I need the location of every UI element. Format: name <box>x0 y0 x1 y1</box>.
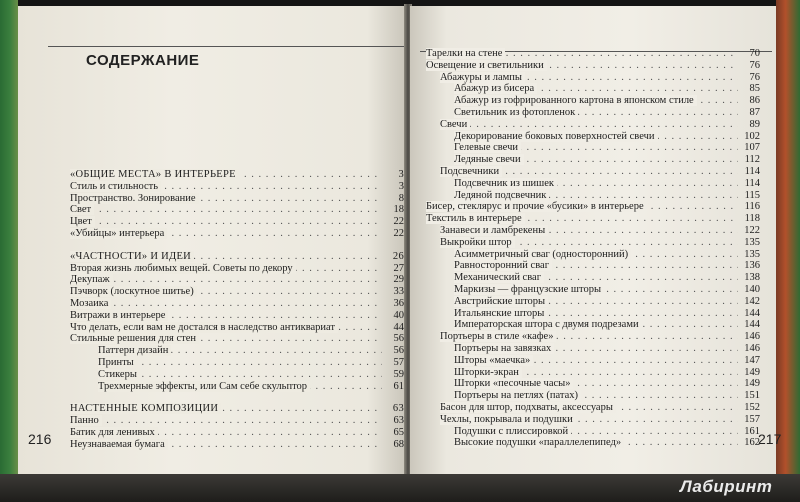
toc-entry: . . . Портьеры на завязках 146 <box>454 343 760 355</box>
header-rule <box>48 46 406 47</box>
toc-entry: . . . Шторки «песочные часы» 149 <box>454 378 760 390</box>
toc-entry: . . . Ледяной подсвечник 115 <box>454 190 760 202</box>
page-number-left: 216 <box>28 431 52 447</box>
toc-entry: . . . Портьеры в стиле «кафе» 146 <box>440 331 760 343</box>
toc-entry: . . . Мозаика 36 <box>70 298 404 310</box>
toc-entry: . . . Неузнаваемая бумага 68 <box>70 439 404 451</box>
toc-entry: . . . Декорирование боковых поверхностей свечи 102 <box>454 131 760 143</box>
toc-entry: . . . Бисер, стеклярус и прочие «бусики» в интерьере 116 <box>426 201 760 213</box>
toc-entry: . . . Вторая жизнь любимых вещей. Советы по декору 27 <box>70 263 404 275</box>
page-number-right: 217 <box>758 431 782 447</box>
toc-entry: . . . Маркизы — французские шторы 140 <box>454 284 760 296</box>
left-page <box>18 6 406 474</box>
toc-entry: . . . НАСТЕННЫЕ КОМПОЗИЦИИ 63 <box>70 403 404 415</box>
toc-entry: . . . Цвет 22 <box>70 216 404 228</box>
toc-entry: . . . Басон для штор, подхваты, аксессуары 152 <box>440 402 760 414</box>
toc-list-left <box>70 169 404 451</box>
toc-entry: . . . Портьеры на петлях (патах) 151 <box>454 390 760 402</box>
toc-entry: . . . Гелевые свечи 107 <box>454 142 760 154</box>
toc-entry: . . . Панно 63 <box>70 415 404 427</box>
toc-entry: . . . Абажур из бисера 85 <box>454 83 760 95</box>
toc-entry: . . . Выкройки штор 135 <box>440 237 760 249</box>
toc-entry: . . . «ЧАСТНОСТИ» И ИДЕИ 26 <box>70 251 404 263</box>
toc-entry: . . . Равносторонний сваг 136 <box>454 260 760 272</box>
toc-entry: . . . Стиль и стильность 3 <box>70 181 404 193</box>
toc-entry: . . . Что делать, если вам не достался в наследство антиквариат 44 <box>70 322 404 334</box>
toc-entry: . . . Светильник из фотопленок 87 <box>454 107 760 119</box>
toc-entry: . . . Шторы «маечка» 147 <box>454 355 760 367</box>
toc-entry: . . . Освещение и светильники 76 <box>426 60 760 72</box>
toc-entry: . . . Шторки-экран 149 <box>454 367 760 379</box>
right-page <box>410 6 776 474</box>
toc-entry: . . . Витражи в интерьере 40 <box>70 310 404 322</box>
toc-entry: . . . Стикеры 59 <box>98 369 404 381</box>
toc-entry: . . . Пространство. Зонирование 8 <box>70 193 404 205</box>
book-edge-right <box>776 0 800 502</box>
toc-entry: . . . Итальянские шторы 144 <box>454 308 760 320</box>
toc-entry: . . . Абажуры и лампы 76 <box>440 72 760 84</box>
toc-entry: . . . Подушки с плиссировкой 161 <box>454 426 760 438</box>
toc-entry: . . . Батик для ленивых 65 <box>70 427 404 439</box>
book-edge-left <box>0 0 18 502</box>
toc-entry: . . . Стильные решения для стен 56 <box>70 333 404 345</box>
toc-entry: . . . Трехмерные эффекты, или Сам себе скульптор 61 <box>98 381 404 393</box>
toc-entry: . . . Высокие подушки «параллелепипед» 162 <box>454 437 760 449</box>
toc-entry: . . . Паттерн дизайн 56 <box>98 345 404 357</box>
toc-entry: . . . Австрийские шторы 142 <box>454 296 760 308</box>
toc-entry: . . . Свет 18 <box>70 204 404 216</box>
toc-entry: . . . «ОБЩИЕ МЕСТА» В ИНТЕРЬЕРЕ 3 <box>70 169 404 181</box>
toc-entry: . . . Декупаж 29 <box>70 274 404 286</box>
watermark-logo: Лабиринт <box>680 477 773 496</box>
toc-entry: . . . Текстиль в интерьере 118 <box>426 213 760 225</box>
toc-entry: . . . Тарелки на стене 70 <box>426 48 760 60</box>
toc-entry: . . . Императорская штора с двумя подрезами 144 <box>454 319 760 331</box>
toc-entry: . . . Занавеси и ламбрекены 122 <box>440 225 760 237</box>
toc-entry: . . . Свечи 89 <box>440 119 760 131</box>
toc-entry: . . . Пэчворк (лоскутное шитье) 33 <box>70 286 404 298</box>
toc-entry: . . . Подсвечники 114 <box>440 166 760 178</box>
toc-list-right <box>426 48 760 449</box>
toc-entry: . . . Принты 57 <box>98 357 404 369</box>
toc-entry: . . . Чехлы, покрывала и подушки 157 <box>440 414 760 426</box>
toc-entry: . . . «Убийцы» интерьера 22 <box>70 228 404 240</box>
toc-entry: . . . Абажур из гофрированного картона в японском стиле 86 <box>454 95 760 107</box>
toc-entry: . . . Ледяные свечи 112 <box>454 154 760 166</box>
page-title: СОДЕРЖАНИЕ <box>86 52 200 69</box>
toc-entry: . . . Асимметричный сваг (односторонний) 135 <box>454 249 760 261</box>
toc-entry: . . . Механический сваг 138 <box>454 272 760 284</box>
toc-entry: . . . Подсвечник из шишек 114 <box>454 178 760 190</box>
